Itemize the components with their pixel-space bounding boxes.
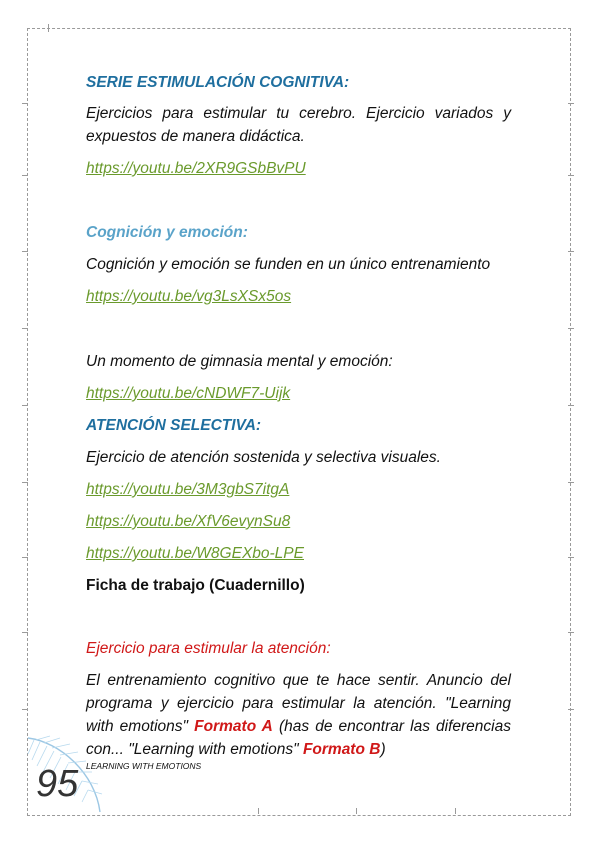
link-atencion-3[interactable]: https://youtu.be/W8GEXbo-LPE <box>86 545 304 562</box>
link-serie[interactable]: https://youtu.be/2XR9GSbBvPU <box>86 160 306 177</box>
page-number: 95 <box>36 763 79 805</box>
link-atencion-2[interactable]: https://youtu.be/XfV6evynSu8 <box>86 513 291 530</box>
format-b-label: Formato B <box>302 741 381 758</box>
section-desc-gimnasia: Un momento de gimnasia mental y emoción: <box>86 353 393 370</box>
section-desc-cognicion: Cognición y emoción se funden en un único entrenamiento <box>86 256 491 273</box>
section-heading-cognicion: Cognición y emoción: <box>86 224 248 241</box>
worksheet-label: Ficha de trabajo (Cuadernillo) <box>86 577 305 594</box>
section-desc-ejercicio: El entrenamiento cognitivo que te hace sentir. Anuncio del programa y ejercicio para estimular la atención. "Learning with emotions" Formato A (has de encontrar las diferencias con... "Learning with emotions" Formato B) <box>86 672 511 758</box>
link-atencion-1[interactable]: https://youtu.be/3M3gbS7itgA <box>86 481 290 498</box>
section-heading-atencion: ATENCIÓN SELECTIVA: <box>86 417 262 434</box>
format-a-label: Formato A <box>194 718 273 735</box>
section-heading-serie: SERIE ESTIMULACIÓN COGNITIVA: <box>86 74 350 91</box>
link-gimnasia[interactable]: https://youtu.be/cNDWF7-Uijk <box>86 385 291 402</box>
section-desc-serie: Ejercicios para estimular tu cerebro. Ejercicio variados y expuestos de manera didáctica. <box>86 105 511 145</box>
section-heading-ejercicio: Ejercicio para estimular la atención: <box>86 640 331 657</box>
footer-label: LEARNING WITH EMOTIONS <box>86 761 202 771</box>
link-cognicion[interactable]: https://youtu.be/vg3LsXSx5os <box>86 288 292 305</box>
section-desc-atencion: Ejercicio de atención sostenida y selectiva visuales. <box>86 449 441 466</box>
